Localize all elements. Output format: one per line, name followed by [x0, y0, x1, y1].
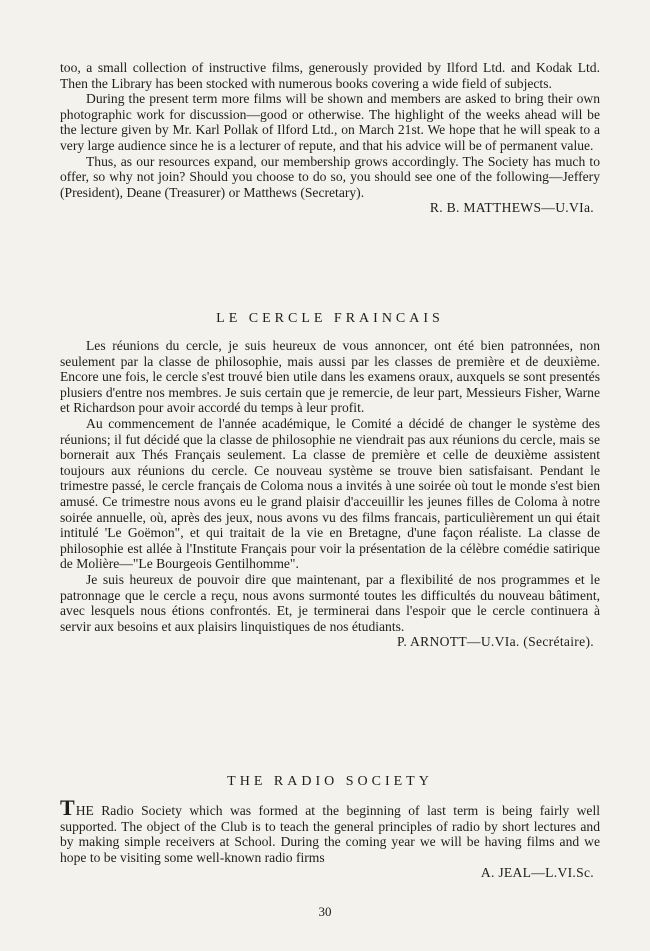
page-number: 30: [318, 904, 332, 919]
radio-heading: THE RADIO SOCIETY: [227, 774, 433, 789]
radio-paragraph-1: [60, 795, 600, 865]
radio-paragraph-text: HE Radio Society which was formed at the beginning of last term is being fairly well supported. The object of the Club is to teach the general principles of radio by short lectures and by making simple receivers at School. During the coming year we will be having films and we hope to be visiting some well-known radio firms: [60, 803, 600, 865]
cercle-heading: LE CERCLE FRAINCAIS: [216, 311, 444, 326]
photo-signature: R. B. MATTHEWS—U.VIa.: [429, 200, 594, 216]
photo-paragraph-3: Thus, as our resources expand, our membership grows accordingly. The Society has much to offer, so why not join? Should you choose to do so, you should see one of the following—Jeffery (President), Deane (Treasurer) or Matthews (Secretary).: [60, 153, 600, 200]
cercle-section: [60, 338, 600, 650]
photo-society-section: [60, 60, 600, 216]
radio-dropcap: T: [60, 795, 75, 820]
radio-section: [60, 795, 600, 881]
cercle-paragraph-1: Les réunions du cercle, je suis heureux de vous annoncer, ont été bien patronnées, non seulement par la classe de philosophie, mais aussi par les classes de première et de deuxième. Encore une fois, le cercle s'est trouvé bien utile dans les examens oraux, auxquels se sont presentés plusiers d'entre nos membres. Je suis certain que je remercie, de leur part, Messieurs Fisher, Warne et Richardson pour avoir accordé du temps à leur profit.: [60, 338, 600, 416]
photo-paragraph-2: During the present term more films will be shown and members are asked to bring their own photographic work for discussion—good or otherwise. The highlight of the weeks ahead will be the lecture given by Mr. Karl Pollak of Ilford Ltd., on March 21st. We hope that he will speak to a very large audience since he is a lecturer of repute, and that his advice will be of permanent value.: [60, 91, 600, 153]
cercle-signature: P. ARNOTT—U.VIa. (Secrétaire).: [397, 634, 594, 650]
cercle-paragraph-2: Au commencement de l'année académique, le Comité a décidé de changer le système des réunions; il fut décidé que la classe de philosophie ne viendrait pas aux réunions du cercle, mais se bornerait aux Thés Français seulement. La classe de première et celle de deuxième assistent toujours aux réunions du cercle. Ce nouveau système se trouve bien satisfaisant. Pendant le trimestre passé, le cercle français de Coloma nous a invités à une soirée où tout le monde s'est bien amusé. Ce trimestre nous avons eu le grand plaisir d'acceuillir les jeunes filles de Coloma à notre soirée annuelle, où, après des jeux, nous avons vu des films francais, particulièrement un qui était intitulé 'Le Goëmon", et qui traitait de la vie en Bretagne, d'une façon réaliste. La classe de philosophie est allée à l'Institute Français pour voir la présentation de la célèbre comédie satirique de Molière—"Le Bourgeois Gentilhomme".: [60, 415, 600, 572]
cercle-paragraph-3: Je suis heureux de pouvoir dire que maintenant, par a flexibilité de nos programmes et le patronnage que le cercle a reçu, nous avons surmonté toutes les difficultés du nouveau bâtiment, avec lesquels nous étions confrontés. Et, je terminerai dans l'espoir que le cercle continuera à servir aux besoins et aux plaisirs linquistiques de nos étudiants.: [60, 571, 600, 634]
radio-signature: A. JEAL—L.VI.Sc.: [480, 865, 594, 881]
photo-paragraph-1: too, a small collection of instructive films, generously provided by Ilford Ltd. and Kodak Ltd. Then the Library has been stocked with numerous books covering a wide field of subjects.: [60, 60, 600, 91]
